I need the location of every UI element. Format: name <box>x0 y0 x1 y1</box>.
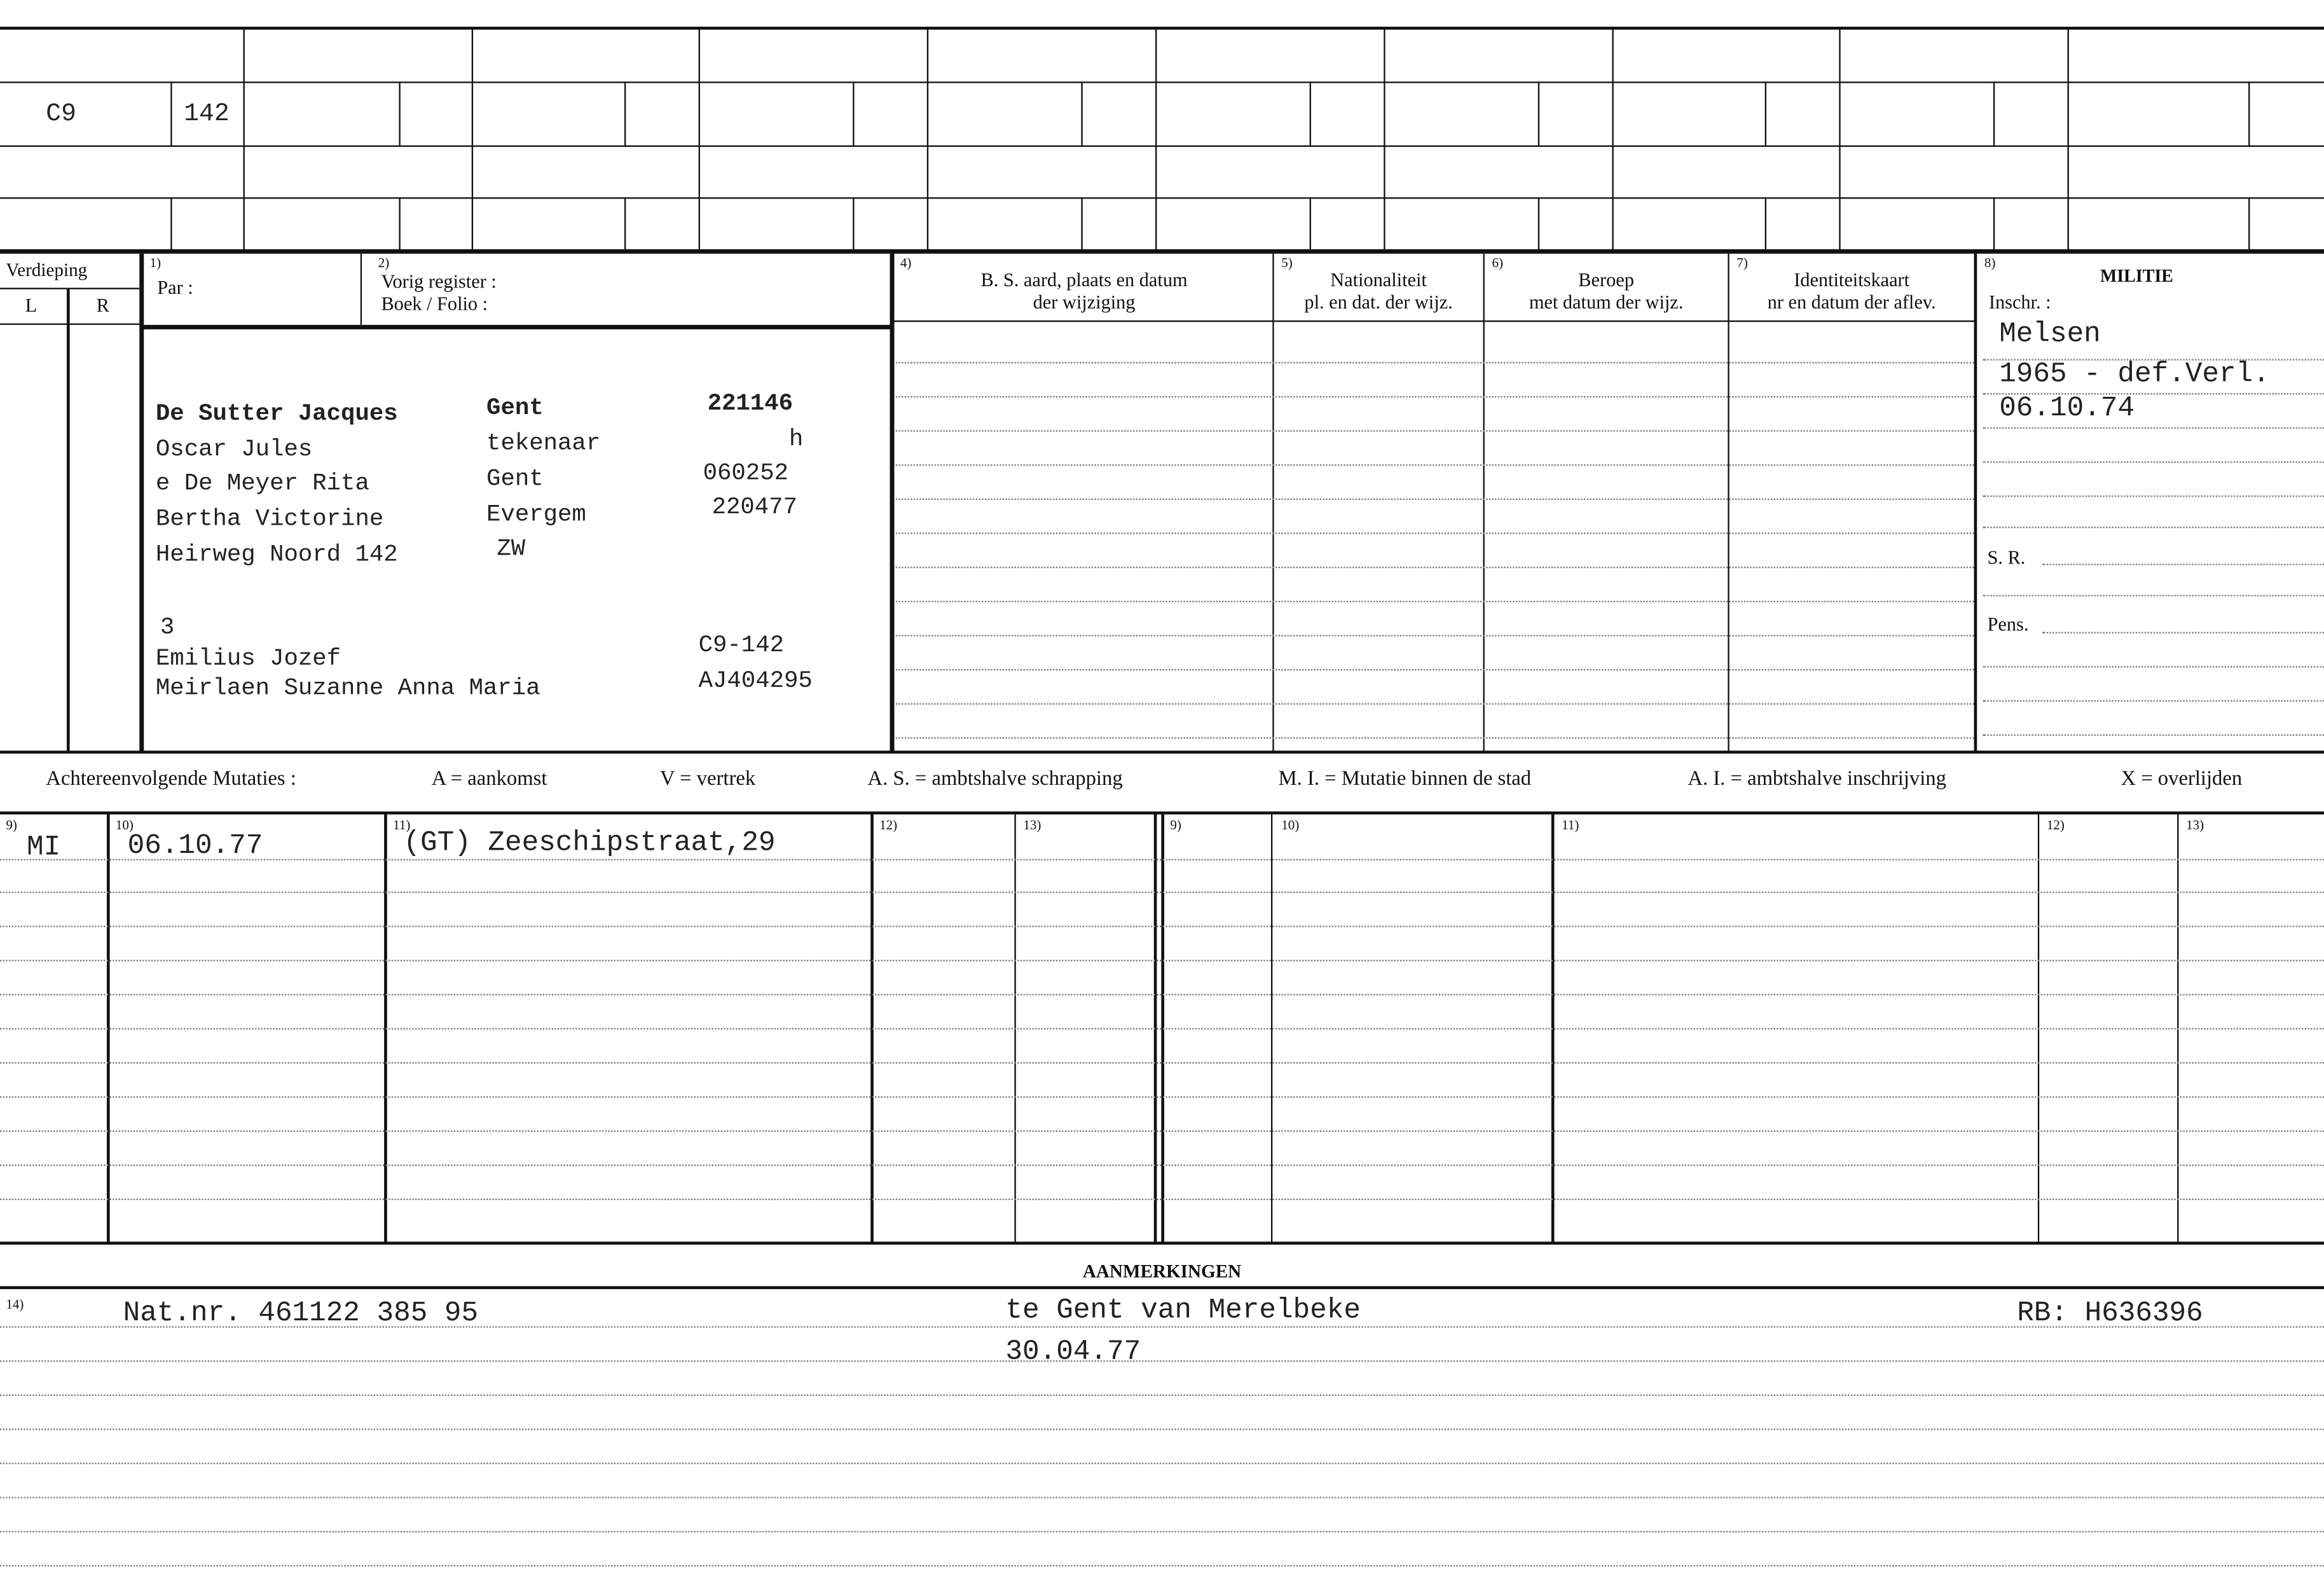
ruled-lines-remarks <box>0 1289 2324 1571</box>
rule <box>170 197 172 251</box>
rule <box>472 27 473 252</box>
note-11b: 11) <box>1562 817 1579 833</box>
remarks-title: AANMERKINGEN <box>1082 1261 1242 1282</box>
address: Heirweg Noord 142 <box>155 541 398 569</box>
rule <box>927 27 928 252</box>
rule <box>0 27 2324 30</box>
legend-ai: A. I. = ambtshalve inschrijving <box>1688 768 1946 791</box>
rule <box>170 81 172 145</box>
rule <box>0 146 2324 147</box>
person-place: Gent <box>486 394 544 422</box>
rule <box>893 321 1977 322</box>
note-4: 4) <box>900 255 912 270</box>
l-label: L <box>25 293 38 316</box>
identiteit-header-2: nr en datum der aflev. <box>1767 291 1936 314</box>
pens-label: Pens. <box>1987 612 2029 635</box>
rule <box>1839 27 1840 252</box>
top-number: 142 <box>184 100 230 129</box>
person-code: h <box>788 425 804 453</box>
note-7: 7) <box>1736 255 1748 270</box>
origin-date: 30.04.77 <box>1005 1335 1141 1368</box>
rule <box>1155 27 1157 252</box>
address-zone: ZW <box>497 536 526 563</box>
ref-code: C9-142 <box>698 632 784 659</box>
rule <box>361 254 362 325</box>
spouse-name: Bertha Victorine <box>155 506 384 533</box>
note-10: 10) <box>115 817 134 833</box>
rule <box>1765 81 1766 145</box>
legend-x: X = overlijden <box>2121 768 2243 791</box>
rule <box>1612 27 1613 252</box>
person-name: Oscar Jules <box>155 436 313 463</box>
rule <box>67 288 70 752</box>
note-9b: 9) <box>1170 817 1181 833</box>
nationaliteit-header-2: pl. en dat. der wijz. <box>1304 291 1453 314</box>
spouse-name: e De Meyer Rita <box>155 470 369 497</box>
rule <box>0 81 2324 83</box>
rule <box>1310 197 1311 251</box>
rule <box>624 197 626 251</box>
boek-folio-label: Boek / Folio : <box>381 292 488 315</box>
note-10b: 10) <box>1281 817 1300 833</box>
rule <box>1384 27 1385 252</box>
rule <box>1081 197 1082 251</box>
rule <box>2248 81 2250 145</box>
rule <box>0 750 2324 754</box>
bs-header-2: der wijziging <box>1033 291 1136 314</box>
spouse-place: Evergem <box>486 501 586 529</box>
rule <box>1993 81 1995 145</box>
mutation-address: (GT) Zeeschipstraat,29 <box>403 826 776 859</box>
note-13: 13) <box>1023 817 1042 833</box>
mutation-type: MI <box>26 831 61 864</box>
rule <box>244 27 245 252</box>
legend-a: A = aankomst <box>431 768 547 791</box>
ruled-lines-mutations <box>0 815 2324 1242</box>
rule <box>0 249 2324 254</box>
mutations-legend-title: Achtereenvolgende Mutaties : <box>46 768 296 791</box>
note-14: 14) <box>6 1296 24 1311</box>
spouse-code: 060252 <box>703 460 788 487</box>
rule <box>2248 197 2250 251</box>
rb-number: RB: H636396 <box>2017 1296 2203 1329</box>
note-5: 5) <box>1281 255 1293 270</box>
rule <box>142 325 893 329</box>
sr-label: S. R. <box>1987 546 2026 569</box>
note-12: 12) <box>879 817 898 833</box>
rule <box>0 197 2324 198</box>
father-name: Emilius Jozef <box>155 645 341 672</box>
note-2: 2) <box>378 255 390 270</box>
person-profession: tekenaar <box>486 430 601 457</box>
note-9: 9) <box>6 817 17 833</box>
militie-year: 1965 - def.Verl. <box>1999 357 2270 391</box>
rule <box>1081 81 1082 145</box>
inschr-label: Inschr. : <box>1988 291 2051 314</box>
person-name: De Sutter Jacques <box>155 400 398 427</box>
legend-as: A. S. = ambtshalve schrapping <box>867 768 1123 791</box>
rule <box>1993 197 1995 251</box>
rule <box>1765 197 1766 251</box>
nationaliteit-header: Nationaliteit <box>1330 268 1427 291</box>
person-code: 221146 <box>707 390 793 417</box>
rule <box>853 197 854 251</box>
household-count: 3 <box>160 614 175 641</box>
note-6: 6) <box>1492 255 1503 270</box>
note-11: 11) <box>393 817 411 833</box>
militie-place: Melsen <box>1999 317 2101 350</box>
spouse-code: 220477 <box>712 494 797 521</box>
mother-name: Meirlaen Suzanne Anna Maria <box>155 675 540 702</box>
rule <box>853 81 854 145</box>
rule <box>1538 197 1539 251</box>
note-8: 8) <box>1984 255 1996 270</box>
national-number: Nat.nr. 461122 385 95 <box>123 1296 479 1329</box>
rule <box>1974 254 1977 752</box>
rule <box>1310 81 1311 145</box>
r-label: R <box>96 293 109 316</box>
top-code: C9 <box>46 100 76 129</box>
ref-code-2: AJ404295 <box>698 667 813 695</box>
militie-header: MILITIE <box>2100 265 2173 287</box>
rule <box>1538 81 1539 145</box>
rule <box>399 197 400 251</box>
note-1: 1) <box>149 255 162 270</box>
bs-header: B. S. aard, plaats en datum <box>980 268 1188 291</box>
rule <box>624 81 626 145</box>
origin-note: te Gent van Merelbeke <box>1005 1293 1361 1327</box>
identiteit-header: Identiteitskaart <box>1794 268 1910 291</box>
ruled-lines-main <box>896 329 1974 750</box>
rule <box>699 27 700 252</box>
legend-v: V = vertrek <box>659 768 756 791</box>
beroep-header-2: met datum der wijz. <box>1529 291 1684 314</box>
vorig-register-label: Vorig register : <box>381 270 497 293</box>
note-13b: 13) <box>2186 817 2204 833</box>
spouse-place: Gent <box>486 466 544 493</box>
beroep-header: Beroep <box>1578 268 1634 291</box>
verdieping-label: Verdieping <box>6 259 88 280</box>
rule <box>2068 27 2069 252</box>
note-12b: 12) <box>2046 817 2065 833</box>
par-label: Par : <box>157 275 193 298</box>
rule <box>890 254 895 752</box>
militie-date: 06.10.74 <box>1999 391 2135 425</box>
legend-mi: M. I. = Mutatie binnen de stad <box>1278 768 1532 791</box>
rule <box>399 81 400 145</box>
mutation-date: 06.10.77 <box>127 829 263 862</box>
